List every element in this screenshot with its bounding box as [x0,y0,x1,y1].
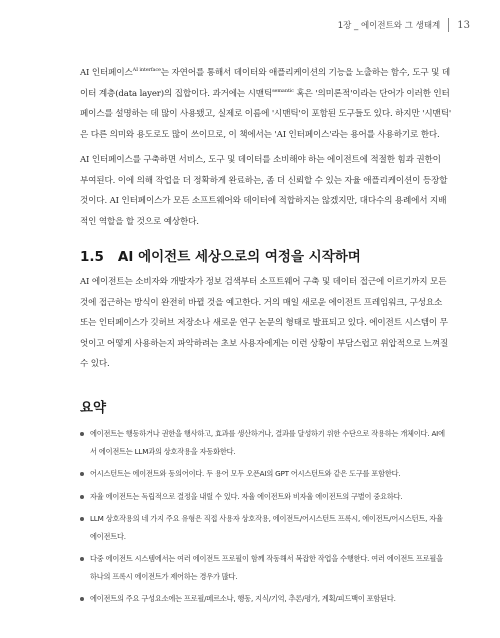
summary-item: 다중 에이전트 시스템에서는 여러 에이전트 프로필이 함께 작동해서 복잡한 작업을 수행한다. 여러 에이전트 프로필을 하나의 프록시 에이전트가 제어하는 경우가 많다. [80,550,440,585]
bullet-icon [80,597,84,601]
summary-heading: 요약 [80,400,107,416]
paragraph-line: AI 인터페이스를 구축하면 서비스, 도구 및 데이터를 소비해야 하는 에이전트에 적절한 힘과 권한이 [80,155,441,165]
paragraph-line: 수 있다. [80,359,110,369]
paragraph-journey [80,272,449,375]
paragraph-line: 페이스를 설명하는 데 많이 사용됐고, 실제로 이름에 '시맨틱'이 포함된 도구들도 있다. 하지만 '시맨틱' [80,109,452,119]
summary-item: 어시스턴트는 에이전트와 동의어이다. 두 용어 모두 오픈AI의 GPT 어시스턴트와 같은 도구를 포함한다. [80,465,440,483]
section-heading [80,245,361,265]
paragraph-line: 이터 계층(data layer)의 집합이다. 과거에는 시맨틱$^{semantic}$ 혹은 '의미론적'이라는 단어가 이러한 인터 [80,87,450,99]
page-number: 13 [457,19,470,31]
running-header [338,18,470,32]
paragraph-ai-interface-outlook [80,150,448,232]
section-number: 1.5 [80,249,104,265]
paragraph-line: 것이다. AI 인터페이스가 모든 소프트웨어와 데이터에 적합하지는 않겠지만, 대다수의 용례에서 지배 [80,196,447,206]
bullet-icon [80,432,84,436]
section-title: AI 에이전트 세상으로의 여정을 시작하며 [117,249,361,265]
summary-item: 에이전트는 행동하거나 권한을 행사하고, 효과를 생산하거나, 결과를 달성하기 위한 수단으로 작용하는 개체이다. AI에 서 에이전트는 LLM과의 상호작용을 자동화한다. [80,425,440,460]
summary-item: LLM 상호작용의 네 가지 주요 유형은 직접 사용자 상호작용, 에이전트/어시스턴트 프록시, 에이전트/어시스턴트, 자율 에이전트다. [80,510,440,545]
bullet-icon [80,472,84,476]
english-term-superscript: AI interface [132,67,161,73]
bullet-icon [80,557,84,561]
summary-item: 자율 에이전트는 독립적으로 결정을 내릴 수 있다. 자율 에이전트와 비자율 에이전트의 구별이 중요하다. [80,488,440,506]
paragraph-line: 것에 접근하는 방식이 완전히 바뀔 것을 예고한다. 거의 매일 새로운 에이전트 프레임워크, 구성요소 [80,297,443,308]
paragraph-line: AI 에이전트는 소비자와 개발자가 정보 검색부터 소프트웨어 구축 및 데이터 접근에 이르기까지 모든 [80,277,447,287]
paragraph-line: 엇이고 어떻게 사용하는지 파악하려는 초보 사용자에게는 이런 상황이 부담스럽고 위압적으로 느껴질 [80,338,449,349]
english-term-superscript: semantic [272,87,294,94]
bullet-icon [80,495,84,499]
summary-item: 에이전트의 주요 구성요소에는 프로필/페르소나, 행동, 지식/기억, 추론/평가, 계획/피드백이 포함된다. [80,590,440,608]
header-divider [448,18,449,32]
summary-list [80,425,445,613]
chapter-title: 1장 _ 에이전트와 그 생태계 [337,21,441,31]
bullet-icon [80,517,84,521]
paragraph-line: 적인 역할을 할 것으로 예상한다. [80,216,199,227]
paragraph-line: AI 인터페이스$^{AI interface}$는 자연어를 통해서 데이터와 애플리케이션의 기능을 노출하는 함수, 도구 및 데 [80,67,451,78]
paragraph-line: 은 다른 의미와 용도로도 많이 쓰이므로, 이 책에서는 'AI 인터페이스'라는 용어를 사용하기로 한다. [80,129,440,140]
intro-paragraph-ai-interface [80,63,452,145]
paragraph-line: 또는 인터페이스가 깃허브 저장소나 새로운 연구 논문의 형태로 발표되고 있다. 에이전트 시스템이 무 [80,318,448,328]
paragraph-line: 부여된다. 이에 의해 작업을 더 정확하게 완료하는, 좀 더 신뢰할 수 있는 자율 애플리케이션이 등장할 [80,175,448,186]
